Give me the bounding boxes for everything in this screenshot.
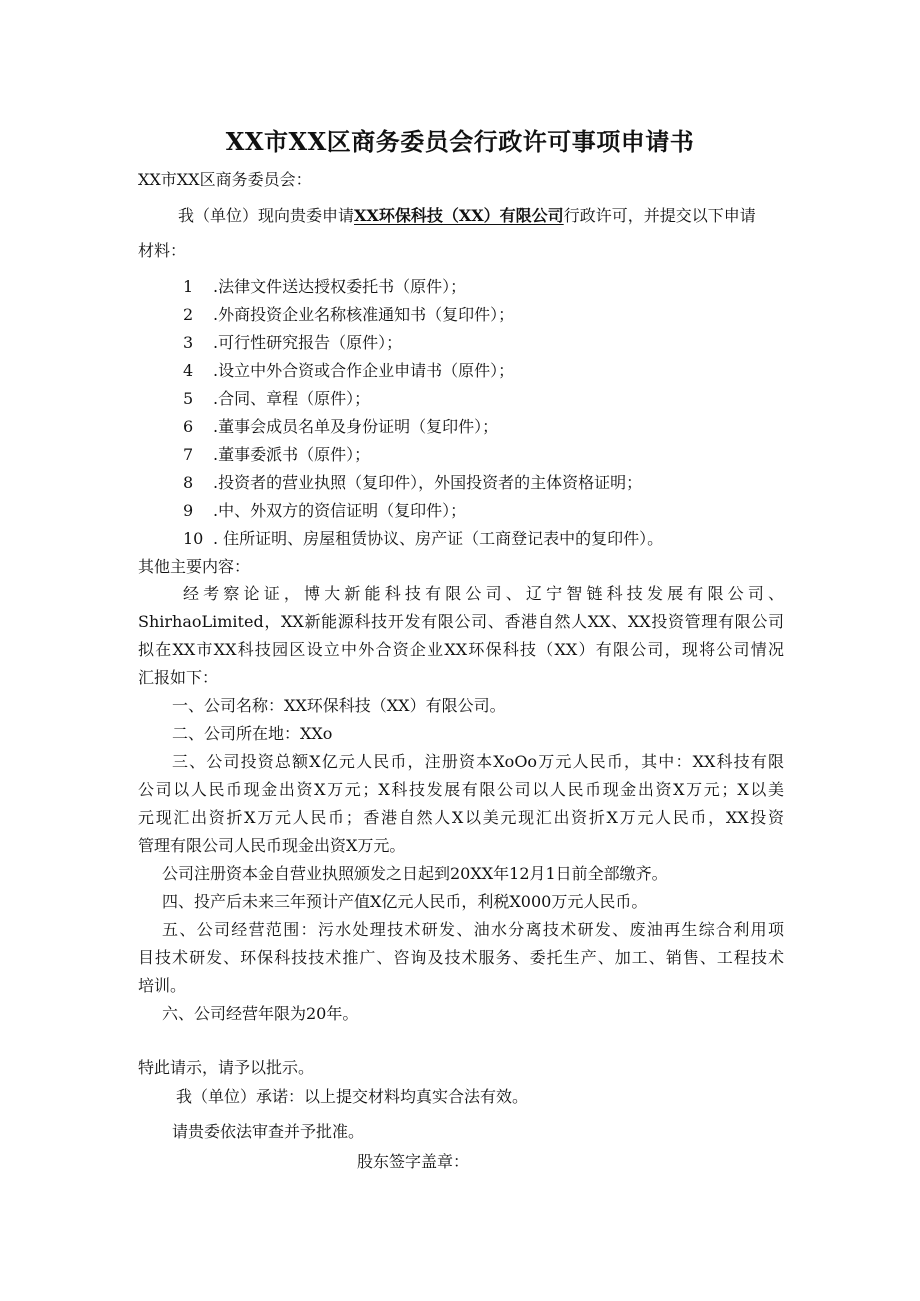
material-text: . 住所证明、房屋租赁协议、房产证（工商登记表中的复印件）。 — [213, 529, 664, 548]
para1-line: ShirhaoLimited，XX新能源科技开发有限公司、香港自然人XX、XX投资管理有限公司 — [138, 612, 784, 631]
item-investment-line: 公司以人民币现金出资X万元；X科技发展有限公司以人民币现金出资X万元；X以美 — [138, 780, 784, 799]
item-term: 六、公司经营年限为20年。 — [162, 1004, 359, 1023]
item-investment-line: 三、公司投资总额X亿元人民币，注册资本XoOo万元人民币，其中：XX科技有限 — [172, 752, 784, 771]
material-text: .法律文件送达授权委托书（原件）； — [213, 277, 467, 296]
material-item — [183, 417, 498, 437]
material-number: 3 — [183, 333, 194, 352]
material-text: .董事会成员名单及身份证明（复印件）； — [213, 417, 499, 436]
item-scope-line: 五、公司经营范围：污水处理技术研发、油水分离技术研发、废油再生综合利用项 — [162, 920, 784, 939]
document-title: XX市XX区商务委员会行政许可事项申请书 — [225, 127, 695, 156]
material-number: 2 — [183, 305, 194, 324]
material-item — [183, 529, 663, 549]
material-item — [183, 361, 514, 381]
material-number: 7 — [183, 445, 194, 464]
capital-note: 公司注册资本金自营业执照颁发之日起到20XX年12月1日前全部缴齐。 — [162, 864, 668, 883]
para1-line: 拟在XX市XX科技园区设立中外合资企业XX环保科技（XX）有限公司，现将公司情况 — [138, 640, 784, 659]
intro-line-2: 材料： — [138, 241, 187, 260]
material-item — [183, 305, 514, 325]
material-item — [183, 445, 370, 465]
other-heading: 其他主要内容： — [138, 557, 251, 576]
promise-line: 我（单位）承诺：以上提交材料均真实合法有效。 — [176, 1087, 529, 1106]
material-text: .设立中外合资或合作企业申请书（原件）； — [213, 361, 515, 380]
review-line: 请贵委依法审查并予批准。 — [172, 1122, 365, 1141]
item-investment-line: 元现汇出资折X万元人民币；香港自然人X以美元现汇出资折X万元人民币，XX投资 — [138, 808, 784, 827]
material-number: 10 — [183, 529, 204, 548]
material-number: 5 — [183, 389, 194, 408]
para1-line: 经考察论证，博大新能科技有限公司、辽宁智链科技发展有限公司、 — [183, 584, 784, 603]
item-investment-line: 管理有限公司人民币现金出资X万元。 — [138, 836, 406, 855]
material-item — [183, 277, 466, 297]
material-item — [183, 473, 642, 493]
intro-suffix: 行政许可，并提交以下申请 — [563, 206, 756, 225]
request-line: 特此请示，请予以批示。 — [138, 1058, 315, 1077]
material-text: .董事委派书（原件）； — [213, 445, 371, 464]
material-text: .中、外双方的资信证明（复印件）； — [213, 501, 467, 520]
material-number: 6 — [183, 417, 194, 436]
material-item — [183, 333, 402, 353]
item-output: 四、投产后未来三年预计产值X亿元人民币，利税X000万元人民币。 — [162, 892, 648, 911]
material-item — [183, 501, 466, 521]
item-scope-line: 目技术研发、环保科技技术推广、咨询及技术服务、委托生产、加工、销售、工程技术 — [138, 948, 784, 967]
material-number: 9 — [183, 501, 194, 520]
signature-label: 股东签字盖章： — [357, 1152, 470, 1171]
material-text: .投资者的营业执照（复印件），外国投资者的主体资格证明； — [213, 473, 643, 492]
material-number: 1 — [183, 277, 194, 296]
material-text: .外商投资企业名称核准通知书（复印件）； — [213, 305, 515, 324]
item-company-name: 一、公司名称：XX环保科技（XX）有限公司。 — [172, 696, 506, 715]
material-number: 4 — [183, 361, 194, 380]
item-scope-line: 培训。 — [138, 976, 187, 995]
para1-line: 汇报如下： — [138, 668, 219, 687]
intro-prefix: 我（单位）现向贵委申请 — [178, 206, 355, 225]
material-text: .可行性研究报告（原件）； — [213, 333, 403, 352]
intro-line-1 — [178, 206, 756, 226]
item-location: 二、公司所在地：XXo — [172, 724, 333, 743]
material-item — [183, 389, 370, 409]
material-text: .合同、章程（原件）； — [213, 389, 371, 408]
applicant-company: XX环保科技（XX）有限公司 — [354, 206, 564, 225]
material-number: 8 — [183, 473, 194, 492]
addressee: XX市XX区商务委员会： — [138, 170, 312, 189]
